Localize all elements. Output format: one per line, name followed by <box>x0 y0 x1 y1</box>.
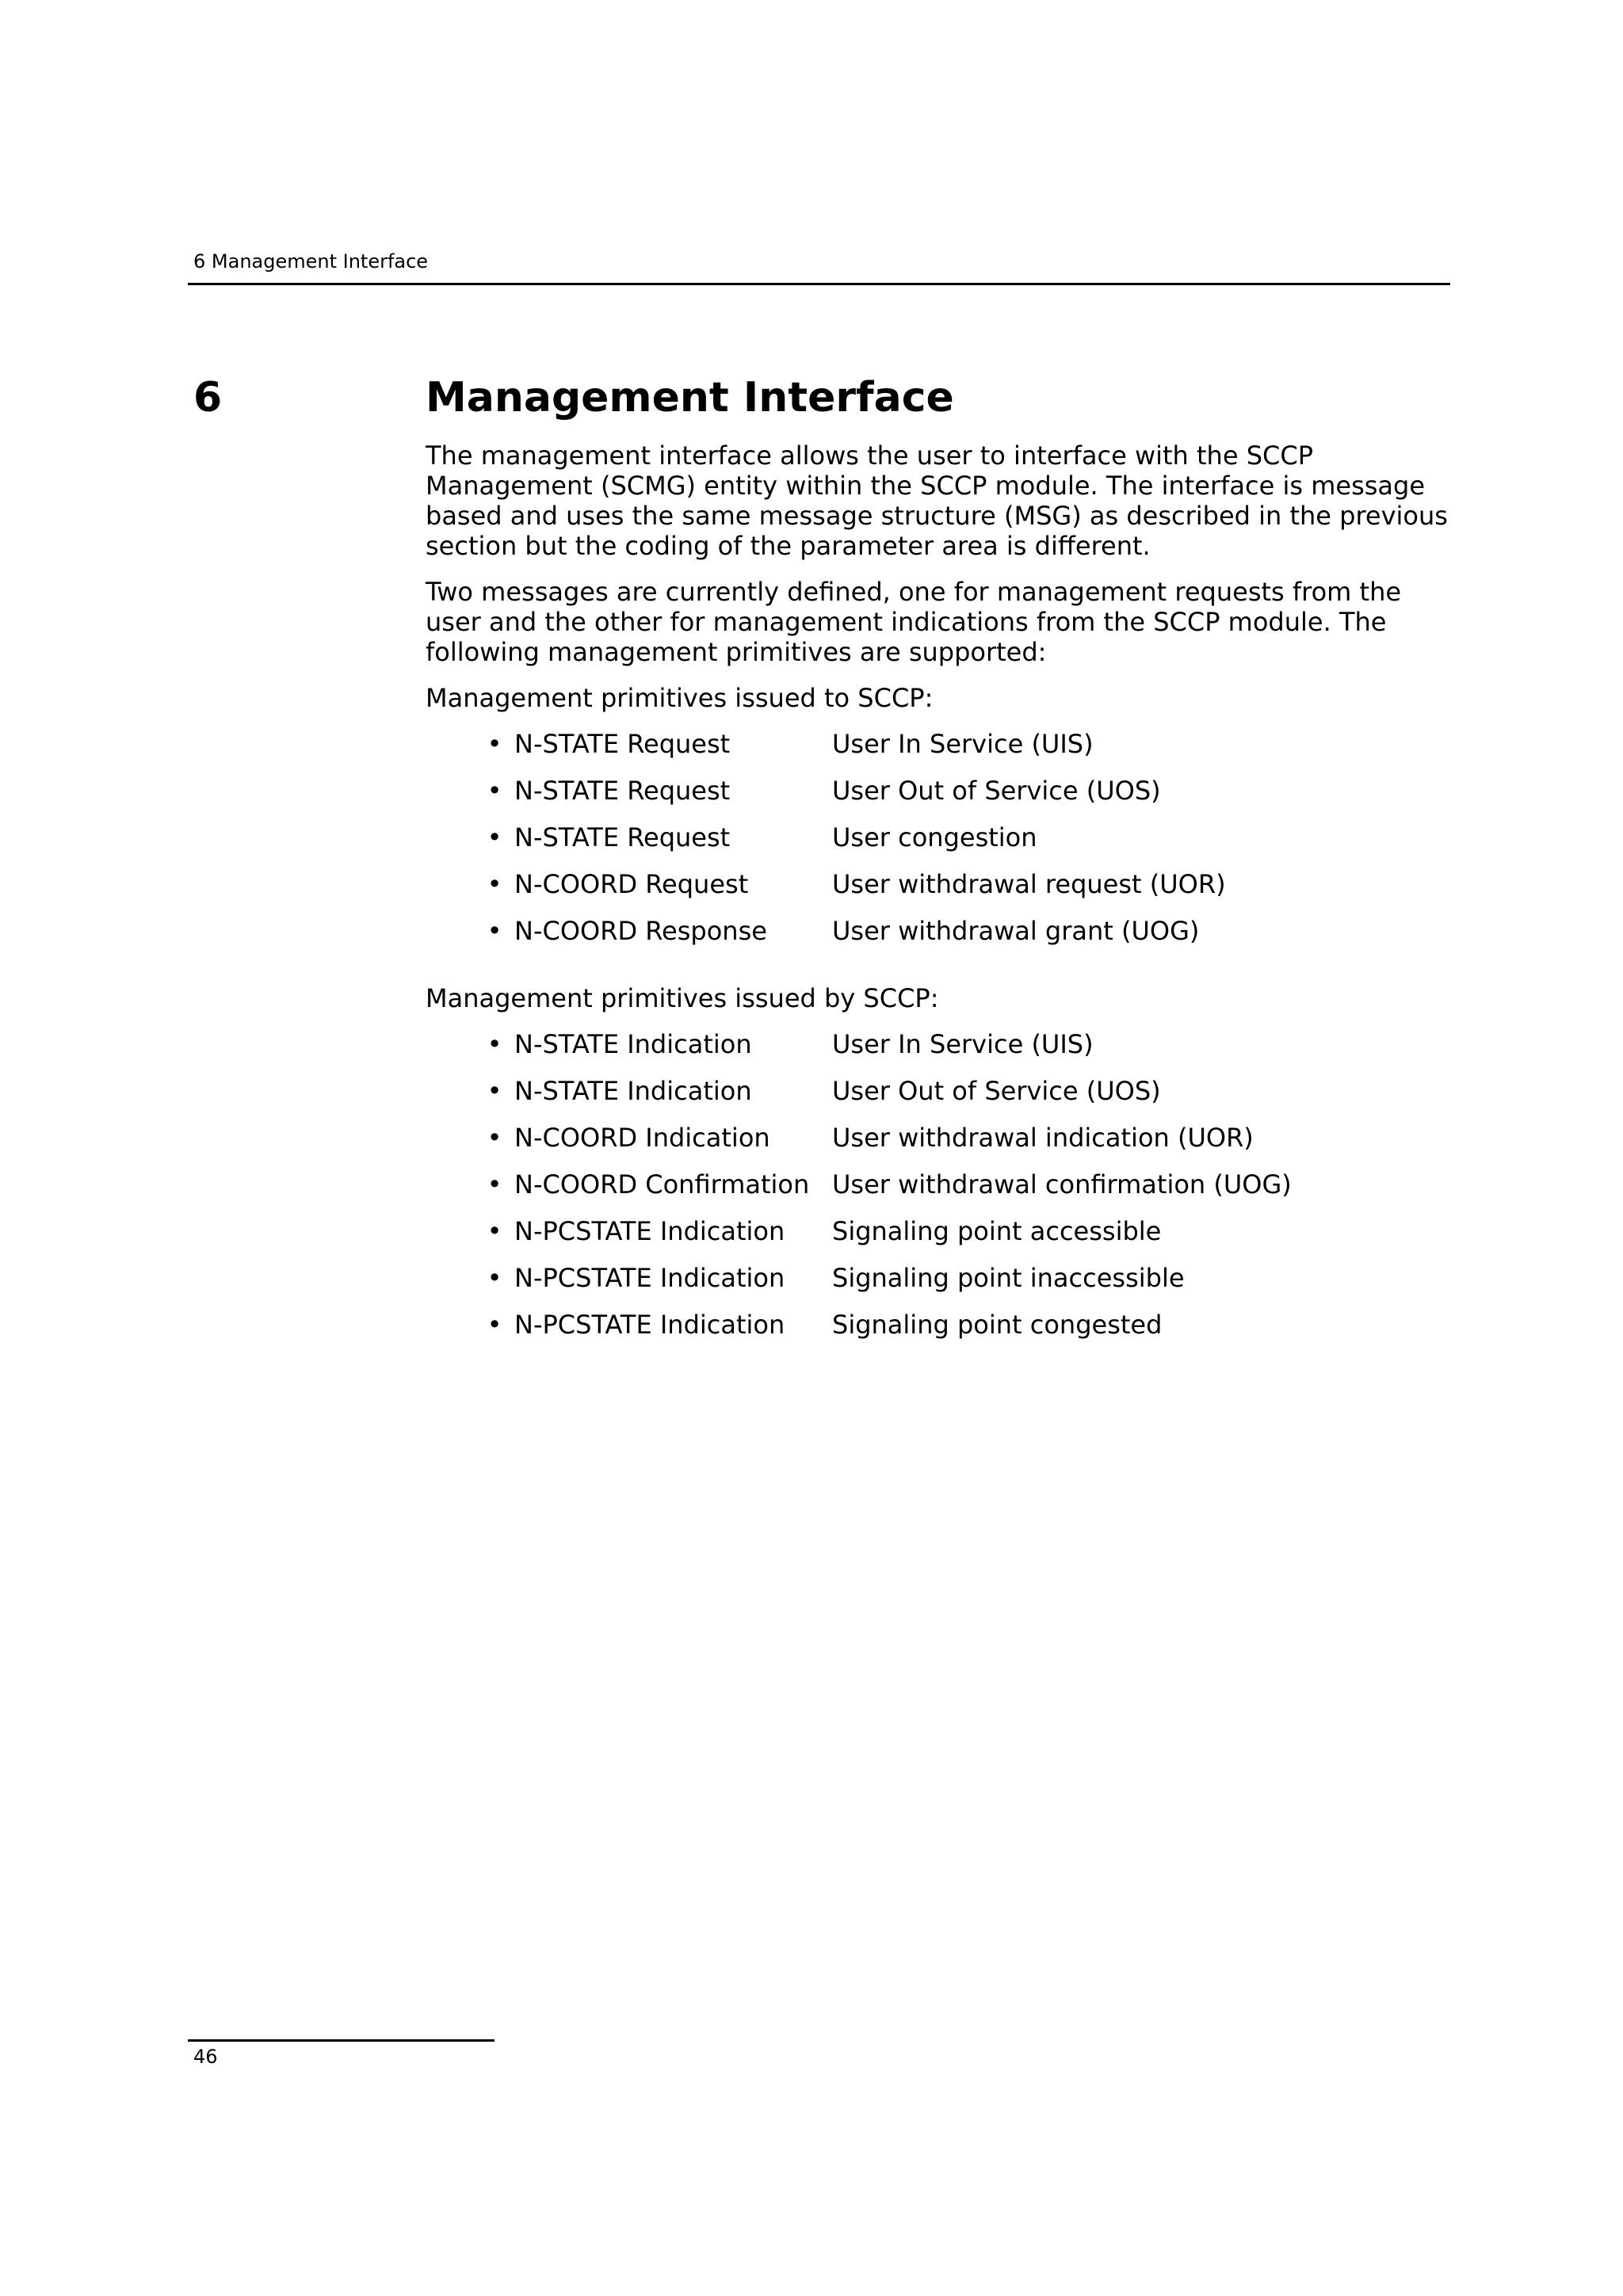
list-item <box>426 1076 1448 1123</box>
bullet-icon: • <box>487 1310 502 1340</box>
primitive-description: User withdrawal indication (UOR) <box>832 1123 1254 1153</box>
primitive-name: N-COORD Confirmation <box>514 1169 810 1199</box>
chapter-number: 6 <box>193 374 223 421</box>
list-item <box>426 1263 1448 1310</box>
primitive-description: Signaling point inaccessible <box>832 1263 1185 1293</box>
primitive-name: N-COORD Response <box>514 916 767 946</box>
primitive-description: User withdrawal confirmation (UOG) <box>832 1169 1292 1199</box>
messages-paragraph: Two messages are currently defined, one for management requests from the user and the other for management indications from the SCCP module. The following management primitives are supported: <box>426 577 1402 667</box>
running-header: 6 Management Interface <box>193 250 429 273</box>
bullet-icon: • <box>487 1169 502 1199</box>
bullet-icon: • <box>487 729 502 759</box>
primitive-name: N-PCSTATE Indication <box>514 1263 785 1293</box>
list-item <box>426 1310 1448 1356</box>
list-item <box>426 869 1448 916</box>
bullet-icon: • <box>487 1216 502 1246</box>
primitive-description: Signaling point accessible <box>832 1216 1162 1246</box>
issued-to-heading: Management primitives issued to SCCP: <box>426 683 934 713</box>
primitive-name: N-STATE Request <box>514 822 731 852</box>
list-item <box>426 1216 1448 1263</box>
primitive-name: N-COORD Request <box>514 869 749 899</box>
list-item <box>426 1029 1448 1076</box>
bullet-icon: • <box>487 916 502 946</box>
issued-to-list <box>426 729 1448 963</box>
issued-by-heading: Management primitives issued by SCCP: <box>426 983 939 1013</box>
list-item <box>426 916 1448 963</box>
primitive-name: N-STATE Request <box>514 729 731 759</box>
bullet-icon: • <box>487 822 502 852</box>
list-item <box>426 776 1448 822</box>
primitive-description: User withdrawal request (UOR) <box>832 869 1226 899</box>
chapter-title: Management Interface <box>426 374 954 421</box>
bullet-icon: • <box>487 869 502 899</box>
list-item <box>426 822 1448 869</box>
list-item <box>426 1123 1448 1169</box>
primitive-description: User withdrawal grant (UOG) <box>832 916 1200 946</box>
primitive-name: N-PCSTATE Indication <box>514 1310 785 1340</box>
intro-paragraph: The management interface allows the user to interface with the SCCP Management (SCMG) entity within the SCCP module. The interface is message based and uses the same message structure (MSG) as described in the previous section but the coding of the parameter area is different. <box>426 441 1448 561</box>
issued-by-list <box>426 1029 1448 1356</box>
header-rule <box>188 283 1450 285</box>
page-number: 46 <box>193 2046 218 2068</box>
primitive-description: User Out of Service (UOS) <box>832 1076 1161 1106</box>
bullet-icon: • <box>487 1029 502 1059</box>
primitive-name: N-STATE Indication <box>514 1029 752 1059</box>
primitive-description: User In Service (UIS) <box>832 1029 1094 1059</box>
bullet-icon: • <box>487 1263 502 1293</box>
primitive-description: User In Service (UIS) <box>832 729 1094 759</box>
bullet-icon: • <box>487 776 502 806</box>
chapter-body <box>426 441 1448 1377</box>
primitive-description: Signaling point congested <box>832 1310 1163 1340</box>
primitive-name: N-PCSTATE Indication <box>514 1216 785 1246</box>
list-item <box>426 1169 1448 1216</box>
list-item <box>426 729 1448 776</box>
primitive-description: User congestion <box>832 822 1037 852</box>
primitive-name: N-STATE Indication <box>514 1076 752 1106</box>
primitive-description: User Out of Service (UOS) <box>832 776 1161 806</box>
primitive-name: N-STATE Request <box>514 776 731 806</box>
primitive-name: N-COORD Indication <box>514 1123 770 1153</box>
bullet-icon: • <box>487 1076 502 1106</box>
bullet-icon: • <box>487 1123 502 1153</box>
footer-rule <box>188 2039 495 2042</box>
